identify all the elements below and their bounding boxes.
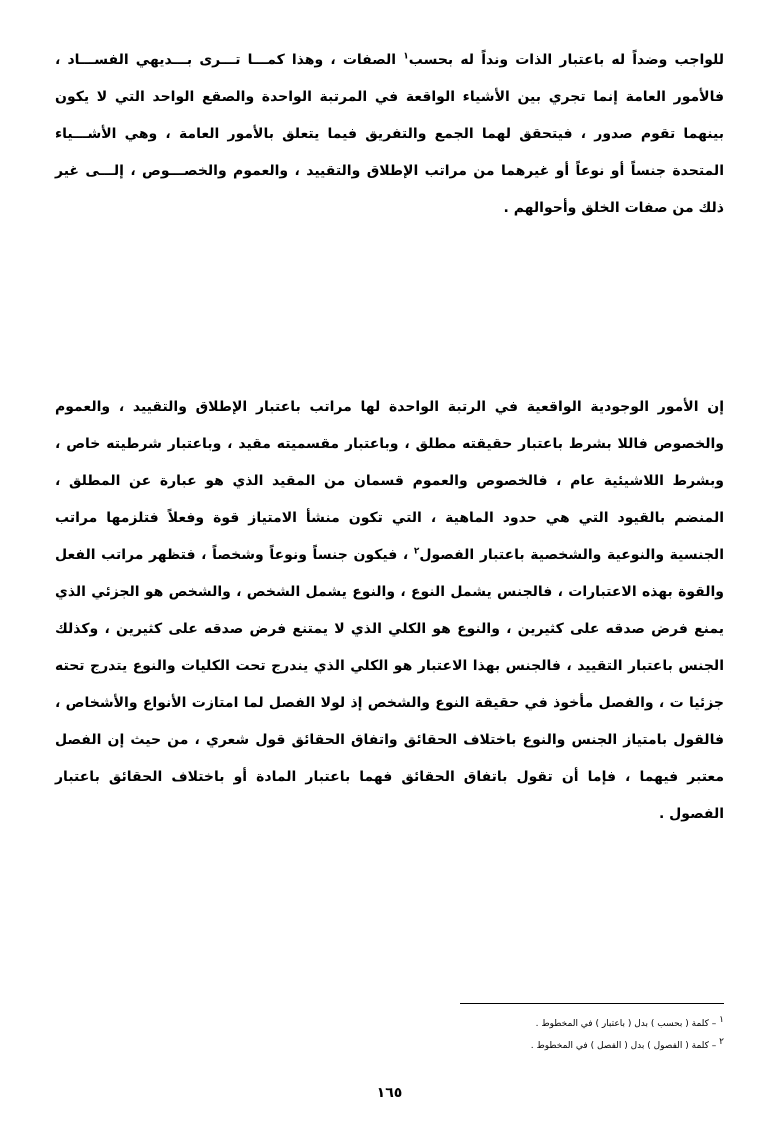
footnote-separator (460, 1003, 724, 1004)
paragraph-2-text-before-note: إن الأمور الوجودية الواقعية في الرتبة الواحدة لها مراتب باعتبار الإطلاق والتقييد ، والعموم والخصوص فاللا بشرط باعتبار حقيقته مطلق ، وباعتبار مقسميته مقيد ، وباعتبار شرطيته خاص ، وبشرط اللاشيئية عام ، فالخصوص والعموم قسمان من المقيد الذي هو عبارة عن المطلق ، المنضم بالقيود التي هي حدود الماهية ، التي تكون منشأ الامتياز قوة وفعلاً فتلزمها مراتب الجنسية والنوعية والشخصية باعتبار الفصول (55, 399, 724, 563)
paragraph-1-text-after-note: الصفات ، وهذا كمـــا تـــرى بـــديهي الفســـاد ، فالأمور العامة إنما تجري بين الأشياء الواقعة في المرتبة الواحدة والصقع الواحد التي لا يكون بينهما تقوم صدور ، فيتحقق لهما الجمع والتفريق فيما يتعلق بالأمور العامة ، وهي الأشـــياء المتحدة جنساً أو نوعاً أو غيرهما من مراتب الإطلاق والتقييد ، والعموم والخصـــوص ، إلـــى غير ذلك من صفات الخلق وأحوالهم . (55, 52, 724, 216)
paragraph-main (55, 389, 724, 833)
footnote-ref-1: ١ (403, 51, 409, 62)
footnote-2-text: – كلمة ( الفصول ) بدل ( الفصل ) في المخطوط . (530, 1041, 717, 1051)
footnotes (400, 1013, 724, 1057)
footnote-1-number: ١ (719, 1015, 724, 1025)
footnote-2 (400, 1035, 724, 1057)
page-number: ١٦٥ (376, 1085, 403, 1101)
paragraph-continued (55, 42, 724, 227)
paragraph-1-text-before-note: للواجب وضداً له باعتبار الذات ونداً له بحسب (408, 52, 724, 68)
paragraph-2-text-after-note: ، فيكون جنساً ونوعاً وشخصاً ، فتظهر مراتب الفعل والقوة بهذه الاعتبارات ، فالجنس يشمل النوع ، والنوع يشمل الشخص ، والشخص هو الجزئي الذي يمنع فرض صدقه على كثيرين ، والنوع هو الكلي الذي لا يمتنع فرض صدقه على كثيرين ، وكذلك الجنس باعتبار التقييد ، فالجنس بهذا الاعتبار هو الكلي الذي يندرج تحت الكليات والنوع يتدرج تحته جزئيا ت ، والفصل مأخوذ في حقيقة النوع والشخص إذ لولا الفصل لما امتازت الأنواع والأشخاص ، فالقول بامتياز الجنس والنوع باختلاف الحقائق واتفاق الحقائق قول شعري ، من حيث إن الفصل معتبر فيهما ، فإما أن تقول باتفاق الحقائق فهما باعتبار المادة أو باختلاف الحقائق باعتبار الفصول . (55, 547, 724, 822)
footnote-1 (400, 1013, 724, 1035)
footnote-ref-2: ٢ (413, 546, 420, 557)
footnote-1-text: – كلمة ( بحسب ) بدل ( باعتبار ) في المخطوط . (535, 1019, 717, 1029)
footnote-2-number: ٢ (719, 1037, 724, 1047)
